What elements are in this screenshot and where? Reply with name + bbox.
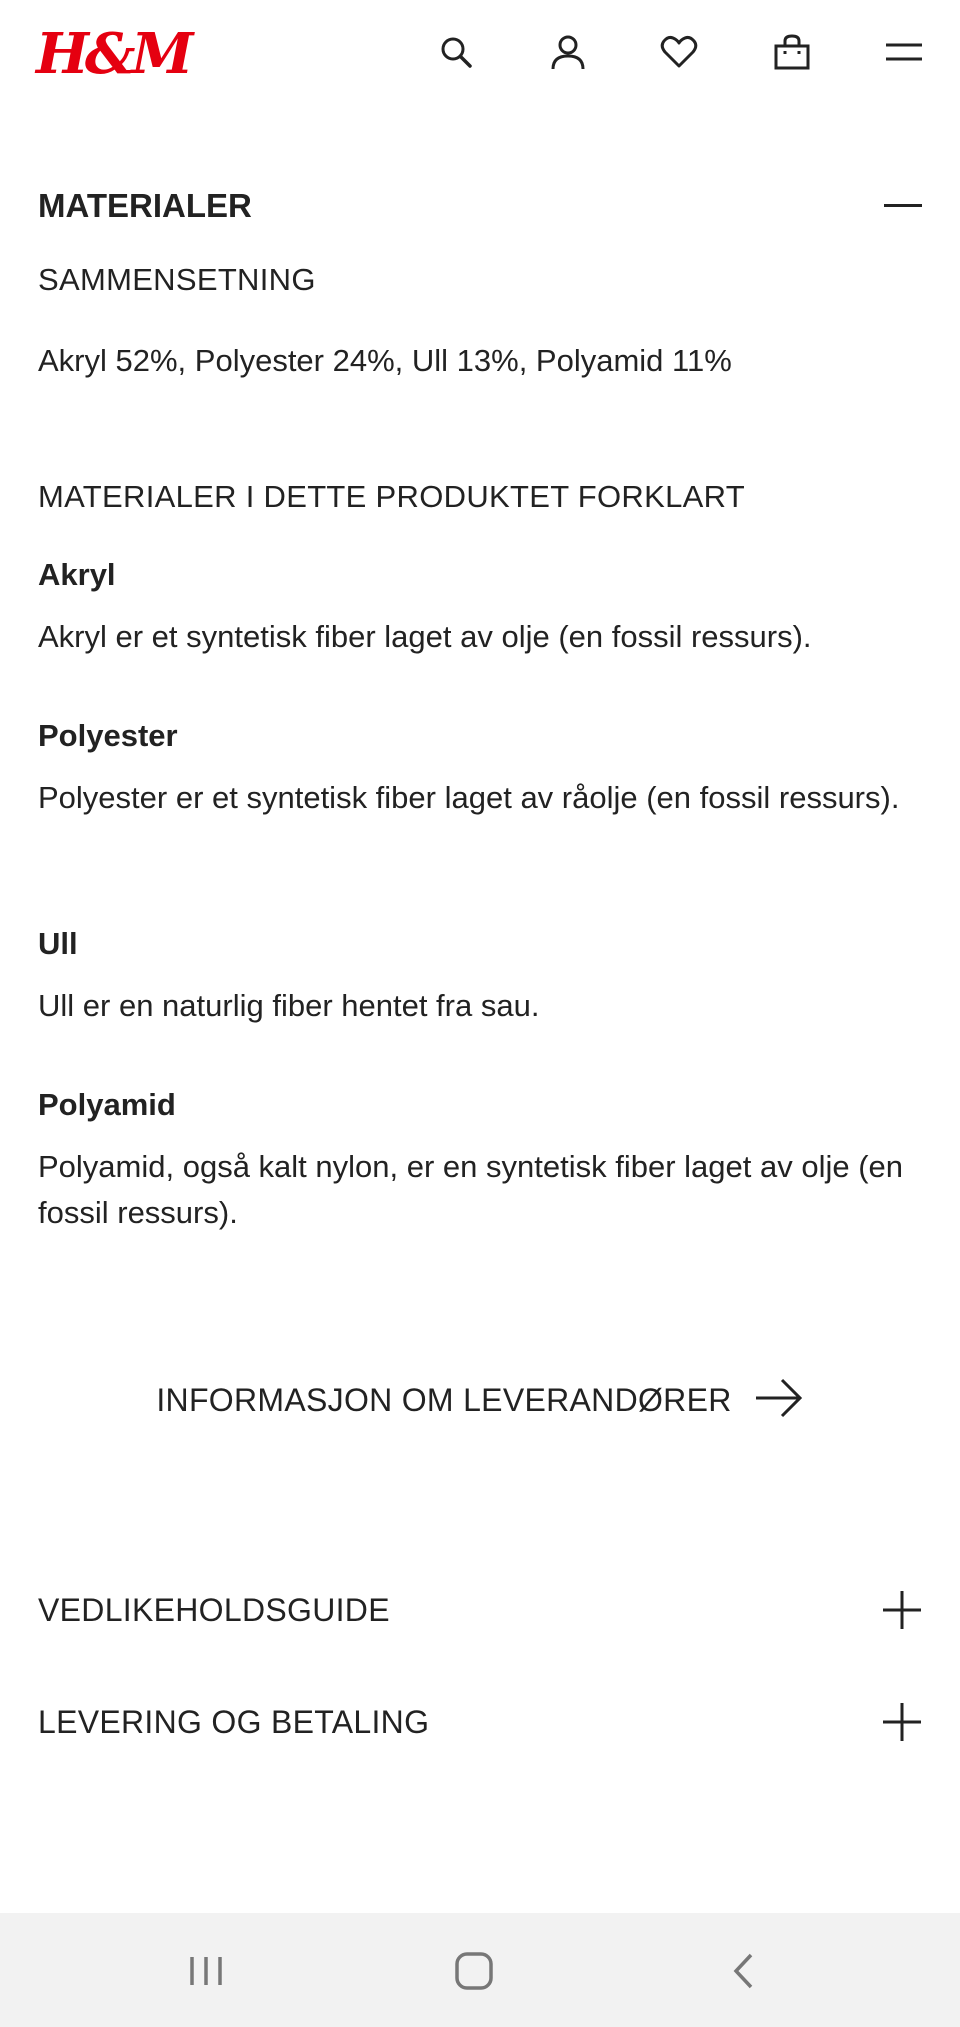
plus-icon[interactable] bbox=[882, 1590, 922, 1630]
care-guide-label: VEDLIKEHOLDSGUIDE bbox=[38, 1592, 390, 1628]
heart-icon[interactable] bbox=[655, 28, 703, 76]
materials-explained-heading: MATERIALER I DETTE PRODUKTET FORKLART bbox=[38, 479, 745, 514]
plus-icon[interactable] bbox=[882, 1702, 922, 1742]
material-description: Polyamid, også kalt nylon, er en syntetisk fiber laget av olje (en fossil ressurs). bbox=[38, 1149, 904, 1230]
composition-text: Akryl 52%, Polyester 24%, Ull 13%, Polyamid 11% bbox=[38, 343, 732, 378]
material-name: Polyester bbox=[38, 718, 178, 753]
search-icon[interactable] bbox=[432, 28, 480, 76]
material-description: Akryl er et syntetisk fiber laget av olje (en fossil ressurs). bbox=[38, 619, 812, 654]
materials-title: MATERIALER bbox=[38, 187, 252, 224]
care-guide-accordion[interactable] bbox=[38, 1580, 922, 1640]
home-icon[interactable] bbox=[444, 1943, 504, 1999]
supplier-info-label: INFORMASJON OM LEVERANDØRER bbox=[156, 1382, 732, 1418]
material-description: Polyester er et syntetisk fiber laget av råolje (en fossil ressurs). bbox=[38, 780, 900, 815]
arrow-right-icon bbox=[754, 1376, 804, 1425]
material-name: Ull bbox=[38, 926, 78, 961]
system-nav-bar bbox=[0, 1913, 960, 2027]
material-name: Polyamid bbox=[38, 1087, 176, 1122]
hm-logo[interactable]: H&M bbox=[36, 21, 190, 87]
shopping-bag-icon[interactable] bbox=[768, 28, 816, 76]
composition-heading: SAMMENSETNING bbox=[38, 262, 316, 297]
delivery-payment-label: LEVERING OG BETALING bbox=[38, 1704, 430, 1740]
minus-icon[interactable] bbox=[884, 204, 922, 207]
recent-apps-icon[interactable] bbox=[176, 1943, 236, 1999]
account-icon[interactable] bbox=[544, 28, 592, 76]
back-icon[interactable] bbox=[714, 1943, 774, 1999]
supplier-info-link[interactable] bbox=[0, 1370, 960, 1430]
top-header bbox=[0, 0, 960, 112]
menu-icon[interactable] bbox=[880, 28, 928, 76]
materials-accordion-header[interactable] bbox=[38, 182, 922, 230]
material-description: Ull er en naturlig fiber hentet fra sau. bbox=[38, 988, 540, 1023]
delivery-payment-accordion[interactable] bbox=[38, 1692, 922, 1752]
material-name: Akryl bbox=[38, 557, 116, 592]
